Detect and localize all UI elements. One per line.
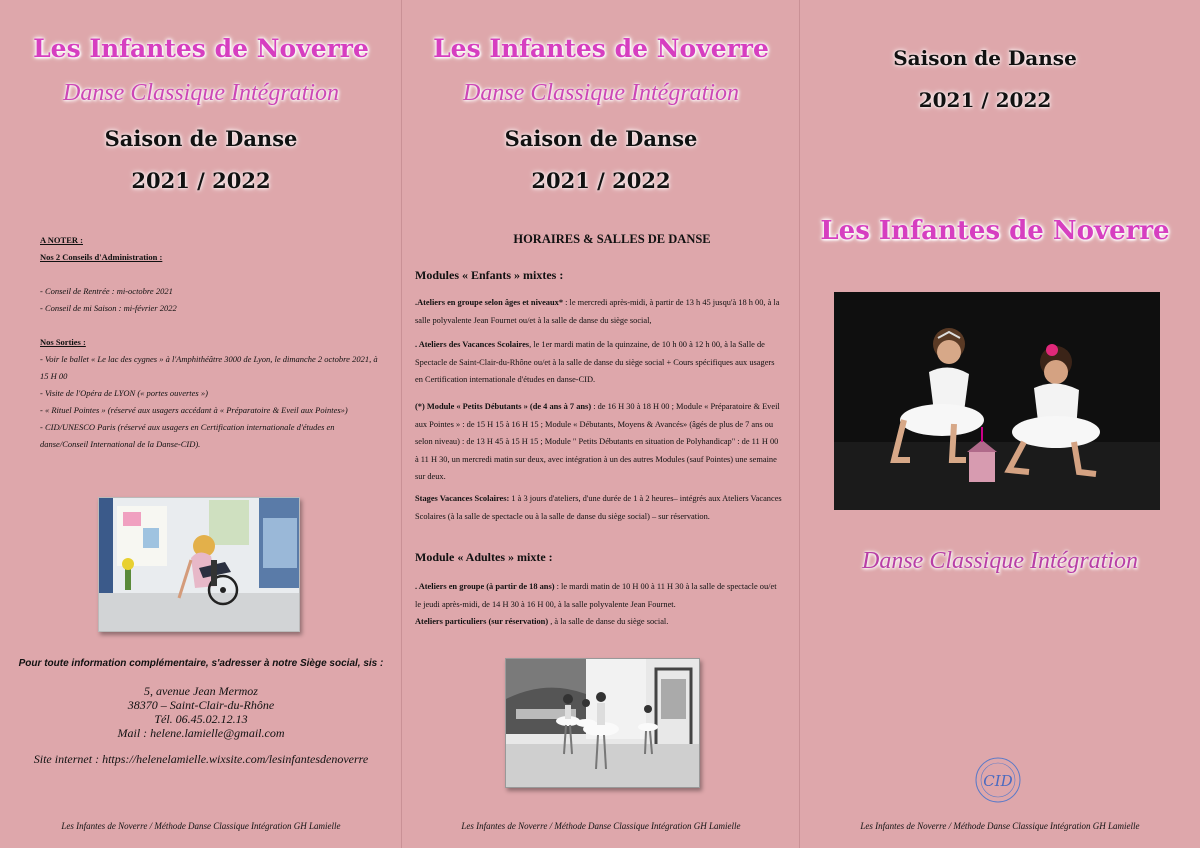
address-line: 38370 – Saint-Clair-du-Rhône: [127, 698, 275, 712]
sortie-item: - « Rituel Pointes » (réservé aux usagers accédant à « Préparatoire & Eveil aux Pointes»): [40, 405, 348, 415]
petits-label: (*) Module « Petits Débutants » (de 4 ans à 7 ans): [415, 402, 592, 411]
contact-title: Pour toute information complémentaire, s'adresser à notre Siège social, sis :: [18, 658, 384, 669]
brand-title: Les Infantes de Noverre: [433, 34, 769, 63]
sortie-item: - CID/UNESCO Paris (réservé aux usagers en Certification internationale d'études en danse/Conseil International de la Danse-CID).: [40, 422, 335, 449]
photo-two-girls: [834, 292, 1160, 510]
photo-ballet-class: [505, 658, 700, 788]
vacances-text: , le 1er mardi matin de la quinzaine, de 10 h 00 à 12 h 00, à la Salle de Spectacle de Saint-Clair-du-Rhône ou/et à la salle de danse du siège social + Cours spécifiques aux usagers en Certification internationale d'études en danse-CID.: [415, 340, 775, 384]
panel-middle: [402, 0, 800, 848]
petits-text: : de 16 H 30 à 18 H 00 ; Module « Préparatoire & Eveil aux Pointes » : de 15 H 15 à 16 H 15 ; Module « Débutants, Moyens & Avancés» (âgés de plus de 7 ans ou selon niveau) : de 13 H 45 à 15 H 15 ; Module " Petits Débutants en situation de Polyhandicap" : de 11 H 00 à 11 H 30, un mercredi matin sur deux, avec intégration à un des autres Modules (sauf Pointes) une semaine sur deux.: [415, 402, 780, 481]
enfants-heading: Modules « Enfants » mixtes :: [415, 268, 564, 282]
schedule-paragraph: [415, 398, 783, 486]
schedule-paragraph: [415, 294, 783, 329]
schedule-paragraph: [415, 578, 783, 631]
season-years: 2021 / 2022: [531, 168, 671, 193]
season-title: Saison de Danse: [893, 46, 1077, 70]
seal-text: CID: [983, 772, 1013, 790]
sortie-item: - Visite de l'Opéra de LYON (« portes ouvertes »): [40, 388, 208, 398]
ateliers-groupe-label: .Ateliers en groupe selon âges et niveaux*: [415, 298, 564, 307]
conseils-heading: Nos 2 Conseils d'Administration :: [40, 252, 163, 262]
season-years: 2021 / 2022: [918, 88, 1052, 112]
horaires-heading: HORAIRES & SALLES DE DANSE: [513, 232, 711, 246]
sorties-heading: Nos Sorties :: [40, 337, 86, 347]
brand-subtitle: Danse Classique Intégration: [63, 80, 339, 106]
sortie-item: - Voir le ballet « Le lac des cygnes » à l'Amphithéâtre 3000 de Lyon, le dimanche 2 octobre 2021, à 15 H 00: [40, 354, 378, 381]
particuliers-text: , à la salle de danse du siège social.: [548, 617, 669, 626]
brand-subtitle: Danse Classique Intégration: [463, 80, 739, 106]
phone: Tél. 06.45.02.12.13: [154, 712, 248, 726]
schedule-paragraph: [415, 336, 783, 389]
vacances-label: . Ateliers des Vacances Scolaires: [415, 340, 530, 349]
conseil-item: - Conseil de Rentrée : mi-octobre 2021: [40, 286, 173, 296]
brand-title: Les Infantes de Noverre: [33, 34, 369, 63]
brand-subtitle: Danse Classique Intégration: [862, 548, 1138, 574]
address-line: 5, avenue Jean Mermoz: [144, 684, 258, 698]
adultes-heading: Module « Adultes » mixte :: [415, 550, 553, 564]
panel-left: [0, 0, 402, 848]
season-title: Saison de Danse: [104, 126, 298, 151]
conseil-item: - Conseil de mi Saison : mi-février 2022: [40, 303, 177, 313]
footer-text: Les Infantes de Noverre / Méthode Danse Classique Intégration GH Lamielle: [461, 821, 741, 831]
panel-right: [800, 0, 1200, 848]
footer-text: Les Infantes de Noverre / Méthode Danse Classique Intégration GH Lamielle: [61, 821, 341, 831]
stages-text: 1 à 3 jours d'ateliers, d'une durée de 1 à 2 heures– intégrés aux Ateliers Vacances Scolaires (à la salle de spectacle ou à la salle de danse du siège social) – sur réservation.: [415, 494, 782, 521]
stages-label: Stages Vacances Scolaires:: [415, 494, 510, 503]
schedule-paragraph: [415, 490, 783, 525]
website-link[interactable]: Site internet : https://helenelamielle.wixsite.com/lesinfantesdenoverre: [33, 752, 369, 766]
photo-wheelchair-dancer: [98, 497, 300, 632]
notes-block: [40, 232, 380, 453]
ateliers-groupe-text: : le mercredi après-midi, à partir de 13 h 45 jusqu'à 18 h 00, à la salle polyvalente Jean Fournet ou/et à la salle de danse du siège social,: [415, 298, 780, 325]
cid-seal-logo: [974, 756, 1022, 804]
address-block: [0, 684, 402, 740]
email[interactable]: Mail : helene.lamielle@gmail.com: [117, 726, 285, 740]
brand-title: Les Infantes de Noverre: [820, 216, 1170, 246]
season-years: 2021 / 2022: [131, 168, 271, 193]
particuliers-label: Ateliers particuliers (sur réservation): [415, 617, 549, 626]
noter-heading: A NOTER :: [40, 235, 83, 245]
adultes-label: . Ateliers en groupe (à partir de 18 ans): [415, 582, 555, 591]
footer-text: Les Infantes de Noverre / Méthode Danse Classique Intégration GH Lamielle: [860, 821, 1140, 831]
adultes-text: : le mardi matin de 10 H 00 à 11 H 30 à la salle de spectacle ou/et le jeudi après-midi, de 14 H 30 à 16 H 00, à la salle polyvalente Jean Fournet.: [415, 582, 777, 609]
season-title: Saison de Danse: [504, 126, 698, 151]
